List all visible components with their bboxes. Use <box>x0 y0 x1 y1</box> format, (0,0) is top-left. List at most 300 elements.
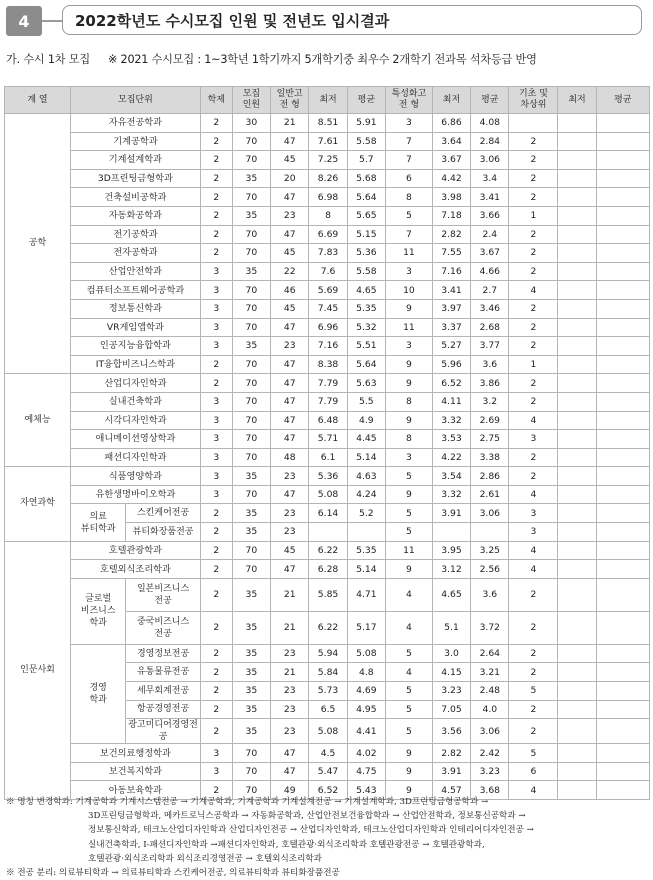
cell-savg: 3.77 <box>471 337 509 356</box>
cell-g: 47 <box>271 374 309 393</box>
cell-savg: 3.4 <box>471 169 509 188</box>
cell-basic-avg <box>596 523 649 542</box>
category-cell: 자연과학 <box>5 467 71 541</box>
cell-savg: 2.42 <box>471 744 509 763</box>
cell-s: 9 <box>386 762 433 781</box>
cell-gmin: 8 <box>309 206 347 225</box>
cell-basic-avg <box>596 299 649 318</box>
cell-savg: 3.67 <box>471 244 509 263</box>
cell-s: 6 <box>386 169 433 188</box>
cell-quota: 35 <box>232 644 270 663</box>
cell-basic-min <box>558 244 596 263</box>
cell-years: 2 <box>200 682 232 701</box>
table-row <box>5 355 650 374</box>
cell-savg: 2.68 <box>471 318 509 337</box>
table-row <box>5 114 650 133</box>
cell-basic-avg <box>596 682 649 701</box>
cell-g: 23 <box>271 644 309 663</box>
category-cell: 예체능 <box>5 374 71 467</box>
cell-gavg: 4.65 <box>347 281 385 300</box>
cell-years: 3 <box>200 762 232 781</box>
subtitle <box>6 51 651 67</box>
cell-basic-min <box>558 719 596 744</box>
cell-s: 3 <box>386 448 433 467</box>
cell-g: 47 <box>271 485 309 504</box>
rename-line-2: 정보통신학과, 테크노산업디자인학과 산업디자인전공 → 산업디자인학과, 테크노산업디자인학과 인테리어디자인전공 → <box>88 825 534 836</box>
cell-basic-min <box>558 151 596 170</box>
cell-basic-avg <box>596 644 649 663</box>
header-special: 특성화고 전 형 <box>386 87 433 114</box>
cell-quota: 70 <box>232 430 270 449</box>
cell-gavg: 5.91 <box>347 114 385 133</box>
cell-years: 2 <box>200 611 232 644</box>
cell-g: 23 <box>271 719 309 744</box>
cell-savg: 2.86 <box>471 467 509 486</box>
cell-years: 2 <box>200 700 232 719</box>
cell-basic-avg <box>596 700 649 719</box>
cell-savg: 3.6 <box>471 355 509 374</box>
cell-g: 23 <box>271 700 309 719</box>
cell-quota: 70 <box>232 188 270 207</box>
cell-savg: 2.84 <box>471 132 509 151</box>
dept-cell: 애니메이션영상학과 <box>70 430 200 449</box>
cell-smin: 3.32 <box>432 485 470 504</box>
cell-b: 2 <box>509 132 558 151</box>
dept-cell: 중국비즈니스 전공 <box>126 611 201 644</box>
cell-smin: 3.23 <box>432 682 470 701</box>
cell-gmin: 5.69 <box>309 281 347 300</box>
cell-savg: 3.25 <box>471 541 509 560</box>
cell-savg: 3.68 <box>471 781 509 800</box>
cell-savg: 2.7 <box>471 281 509 300</box>
cell-years: 3 <box>200 485 232 504</box>
category-cell: 인문사회 <box>5 541 71 799</box>
cell-g: 47 <box>271 762 309 781</box>
rename-line-1: 3D프린팅금형학과, 메카트로닉스공학과 → 자동화공학과, 산업안전보건융합학과 → 산업안전학과, 정보통신공학과 → <box>88 811 526 822</box>
cell-gmin: 7.16 <box>309 337 347 356</box>
cell-quota: 35 <box>232 578 270 611</box>
dept-cell: 아동보육학과 <box>70 781 200 800</box>
cell-basic-avg <box>596 392 649 411</box>
footnotes <box>6 795 650 880</box>
cell-gmin: 6.69 <box>309 225 347 244</box>
header-special-min: 최저 <box>432 87 470 114</box>
table-header-row <box>5 87 650 114</box>
cell-smin: 5.1 <box>432 611 470 644</box>
cell-years: 2 <box>200 781 232 800</box>
table-body <box>5 114 650 800</box>
dept-cell: 산업디자인학과 <box>70 374 200 393</box>
cell-years: 2 <box>200 504 232 523</box>
cell-basic-min <box>558 430 596 449</box>
table-row <box>5 225 650 244</box>
cell-gavg: 5.15 <box>347 225 385 244</box>
header-basic-avg: 평균 <box>596 87 649 114</box>
cell-gavg: 5.08 <box>347 644 385 663</box>
cell-quota: 35 <box>232 262 270 281</box>
cell-s: 11 <box>386 318 433 337</box>
cell-gmin: 5.73 <box>309 682 347 701</box>
cell-basic-min <box>558 560 596 579</box>
table-row <box>5 560 650 579</box>
cell-smin <box>432 523 470 542</box>
cell-basic-avg <box>596 244 649 263</box>
cell-g: 21 <box>271 611 309 644</box>
cell-gavg: 5.64 <box>347 355 385 374</box>
cell-savg: 3.86 <box>471 374 509 393</box>
cell-quota: 35 <box>232 206 270 225</box>
cell-b: 2 <box>509 448 558 467</box>
dept-cell: 일본비즈니스 전공 <box>126 578 201 611</box>
cell-basic-avg <box>596 504 649 523</box>
cell-b: 4 <box>509 411 558 430</box>
dept-cell: 산업안전학과 <box>70 262 200 281</box>
cell-basic-min <box>558 411 596 430</box>
cell-basic-avg <box>596 578 649 611</box>
cell-smin: 4.42 <box>432 169 470 188</box>
cell-s: 10 <box>386 281 433 300</box>
cell-basic-min <box>558 700 596 719</box>
cell-gavg: 4.45 <box>347 430 385 449</box>
header-general-avg: 평균 <box>347 87 385 114</box>
cell-quota: 70 <box>232 225 270 244</box>
table-row <box>5 448 650 467</box>
cell-gmin: 5.84 <box>309 663 347 682</box>
cell-smin: 4.57 <box>432 781 470 800</box>
cell-s: 7 <box>386 151 433 170</box>
dept-cell: 호텔외식조리학과 <box>70 560 200 579</box>
cell-smin: 7.55 <box>432 244 470 263</box>
cell-basic-min <box>558 206 596 225</box>
cell-s: 3 <box>386 337 433 356</box>
cell-smin: 3.91 <box>432 762 470 781</box>
cell-b: 3 <box>509 430 558 449</box>
cell-quota: 35 <box>232 523 270 542</box>
cell-years: 2 <box>200 206 232 225</box>
cell-b: 2 <box>509 467 558 486</box>
cell-smin: 7.05 <box>432 700 470 719</box>
cell-gavg: 5.68 <box>347 169 385 188</box>
cell-gmin: 8.38 <box>309 355 347 374</box>
cell-s: 8 <box>386 430 433 449</box>
dept-cell: 전기공학과 <box>70 225 200 244</box>
cell-years: 2 <box>200 151 232 170</box>
cell-quota: 70 <box>232 411 270 430</box>
cell-g: 23 <box>271 682 309 701</box>
dept-cell: 경영정보전공 <box>126 644 201 663</box>
badge-connector <box>42 20 62 22</box>
cell-b: 2 <box>509 244 558 263</box>
cell-b: 1 <box>509 206 558 225</box>
cell-quota: 70 <box>232 355 270 374</box>
cell-b: 2 <box>509 374 558 393</box>
cell-b: 2 <box>509 700 558 719</box>
cell-b: 2 <box>509 392 558 411</box>
cell-s: 5 <box>386 206 433 225</box>
cell-basic-avg <box>596 114 649 133</box>
cell-gmin: 6.22 <box>309 611 347 644</box>
cell-g: 47 <box>271 392 309 411</box>
dept-cell: 유통물류전공 <box>126 663 201 682</box>
table-row <box>5 541 650 560</box>
table-row <box>5 299 650 318</box>
cell-g: 47 <box>271 560 309 579</box>
cell-basic-avg <box>596 430 649 449</box>
cell-basic-min <box>558 611 596 644</box>
cell-gavg: 5.14 <box>347 560 385 579</box>
cell-s: 9 <box>386 781 433 800</box>
cell-gavg: 4.75 <box>347 762 385 781</box>
cell-smin: 3.0 <box>432 644 470 663</box>
cell-gmin: 5.36 <box>309 467 347 486</box>
cell-years: 2 <box>200 169 232 188</box>
cell-g: 47 <box>271 132 309 151</box>
header-quota: 모집 인원 <box>232 87 270 114</box>
cell-b <box>509 114 558 133</box>
cell-gmin: 5.08 <box>309 485 347 504</box>
cell-basic-avg <box>596 762 649 781</box>
cell-basic-min <box>558 644 596 663</box>
cell-basic-min <box>558 663 596 682</box>
cell-b: 2 <box>509 644 558 663</box>
cell-basic-min <box>558 281 596 300</box>
cell-savg: 2.4 <box>471 225 509 244</box>
cell-quota: 70 <box>232 541 270 560</box>
cell-s: 3 <box>386 114 433 133</box>
cell-s: 4 <box>386 663 433 682</box>
cell-basic-avg <box>596 467 649 486</box>
cell-g: 45 <box>271 151 309 170</box>
dept-cell: 패션디자인학과 <box>70 448 200 467</box>
table-row <box>5 374 650 393</box>
cell-gavg: 4.9 <box>347 411 385 430</box>
cell-savg: 3.06 <box>471 719 509 744</box>
cell-s: 8 <box>386 392 433 411</box>
rename-label: ※ 명칭 변경학과: <box>6 797 73 807</box>
cell-quota: 70 <box>232 299 270 318</box>
cell-g: 47 <box>271 430 309 449</box>
section-header <box>0 0 653 42</box>
cell-years: 3 <box>200 281 232 300</box>
cell-gmin: 7.45 <box>309 299 347 318</box>
cell-gmin: 6.28 <box>309 560 347 579</box>
cell-b: 3 <box>509 523 558 542</box>
dept-cell: 3D프린팅금형학과 <box>70 169 200 188</box>
cell-gavg: 5.36 <box>347 244 385 263</box>
cell-gavg: 5.51 <box>347 337 385 356</box>
cell-quota: 35 <box>232 700 270 719</box>
cell-b: 1 <box>509 355 558 374</box>
cell-years: 3 <box>200 299 232 318</box>
cell-basic-avg <box>596 560 649 579</box>
cell-savg: 3.2 <box>471 392 509 411</box>
cell-gavg: 5.35 <box>347 541 385 560</box>
cell-years: 2 <box>200 560 232 579</box>
cell-s: 5 <box>386 682 433 701</box>
cell-years: 3 <box>200 467 232 486</box>
table-row <box>5 337 650 356</box>
cell-basic-avg <box>596 206 649 225</box>
cell-smin: 2.82 <box>432 225 470 244</box>
cell-s: 3 <box>386 262 433 281</box>
cell-g: 22 <box>271 262 309 281</box>
cell-gmin: 7.83 <box>309 244 347 263</box>
cell-quota: 70 <box>232 744 270 763</box>
cell-s: 9 <box>386 485 433 504</box>
cell-basic-min <box>558 355 596 374</box>
cell-basic-min <box>558 578 596 611</box>
cell-smin: 7.16 <box>432 262 470 281</box>
section-number-badge: 4 <box>6 6 42 36</box>
table-row <box>5 188 650 207</box>
cell-gavg: 5.5 <box>347 392 385 411</box>
cell-years: 2 <box>200 132 232 151</box>
cell-gavg: 4.02 <box>347 744 385 763</box>
table-row <box>5 430 650 449</box>
table-row <box>5 578 650 611</box>
cell-gmin: 8.51 <box>309 114 347 133</box>
cell-basic-avg <box>596 611 649 644</box>
cell-s: 11 <box>386 244 433 263</box>
cell-quota: 35 <box>232 504 270 523</box>
cell-years: 3 <box>200 448 232 467</box>
cell-quota: 70 <box>232 485 270 504</box>
cell-savg: 3.46 <box>471 299 509 318</box>
cell-g: 20 <box>271 169 309 188</box>
cell-basic-min <box>558 169 596 188</box>
dept-cell: 정보통신학과 <box>70 299 200 318</box>
cell-quota: 70 <box>232 781 270 800</box>
cell-gmin: 5.85 <box>309 578 347 611</box>
cell-smin: 3.64 <box>432 132 470 151</box>
cell-savg: 3.6 <box>471 578 509 611</box>
cell-savg: 2.69 <box>471 411 509 430</box>
cell-smin: 3.91 <box>432 504 470 523</box>
cell-b: 2 <box>509 151 558 170</box>
header-special-avg: 평균 <box>471 87 509 114</box>
cell-b: 4 <box>509 281 558 300</box>
cell-years: 2 <box>200 644 232 663</box>
dept-cell: 호텔관광학과 <box>70 541 200 560</box>
dept-cell: 자유전공학과 <box>70 114 200 133</box>
cell-gmin: 7.6 <box>309 262 347 281</box>
cell-gavg: 4.63 <box>347 467 385 486</box>
cell-gmin: 6.96 <box>309 318 347 337</box>
cell-g: 48 <box>271 448 309 467</box>
cell-quota: 70 <box>232 392 270 411</box>
cell-gmin: 6.1 <box>309 448 347 467</box>
cell-g: 23 <box>271 206 309 225</box>
cell-gmin: 6.5 <box>309 700 347 719</box>
cell-basic-avg <box>596 225 649 244</box>
subtitle-part2: ※ 2021 수시모집 : 1~3학년 1학기까지 5개학기중 최우수 2개학기 전과목 석차등급 반영 <box>108 53 537 66</box>
cell-smin: 3.95 <box>432 541 470 560</box>
table-row <box>5 281 650 300</box>
dept-cell: 식품영양학과 <box>70 467 200 486</box>
cell-g: 45 <box>271 299 309 318</box>
cell-gmin: 4.5 <box>309 744 347 763</box>
dept-cell: 스킨케어전공 <box>126 504 201 523</box>
cell-basic-min <box>558 299 596 318</box>
cell-quota: 70 <box>232 374 270 393</box>
cell-quota: 70 <box>232 244 270 263</box>
cell-smin: 3.12 <box>432 560 470 579</box>
cell-savg <box>471 523 509 542</box>
cell-smin: 3.67 <box>432 151 470 170</box>
cell-gmin: 7.25 <box>309 151 347 170</box>
dept-cell: 세무회계전공 <box>126 682 201 701</box>
cell-g: 47 <box>271 225 309 244</box>
rename-line-3: 실내건축학과, I-패션디자인학과 →패션디자인학과, 호텔관광·외식조리학과 호텔관광전공 → 호텔관광학과, <box>88 839 485 850</box>
header-unit: 모집단위 <box>70 87 200 114</box>
cell-s: 5 <box>386 504 433 523</box>
cell-years: 3 <box>200 318 232 337</box>
cell-quota: 35 <box>232 719 270 744</box>
rename-line-4: 호텔관광·외식조리학과 외식조리경영전공 → 호텔외식조리학과 <box>88 853 322 864</box>
cell-gavg: 5.14 <box>347 448 385 467</box>
dept-cell: 보건복지학과 <box>70 762 200 781</box>
subgroup-cell: 글로벌 비즈니스 학과 <box>70 578 125 644</box>
cell-basic-min <box>558 762 596 781</box>
dept-cell: 기계설계학과 <box>70 151 200 170</box>
cell-quota: 35 <box>232 169 270 188</box>
cell-b: 2 <box>509 578 558 611</box>
cell-basic-avg <box>596 744 649 763</box>
cell-years: 2 <box>200 578 232 611</box>
cell-basic-min <box>558 467 596 486</box>
cell-g: 45 <box>271 244 309 263</box>
cell-smin: 3.54 <box>432 467 470 486</box>
cell-basic-avg <box>596 719 649 744</box>
cell-savg: 3.38 <box>471 448 509 467</box>
cell-s: 9 <box>386 744 433 763</box>
cell-quota: 70 <box>232 281 270 300</box>
cell-b: 2 <box>509 299 558 318</box>
header-years: 학제 <box>200 87 232 114</box>
cell-basic-avg <box>596 151 649 170</box>
header-general-min: 최저 <box>309 87 347 114</box>
cell-quota: 35 <box>232 337 270 356</box>
table-row <box>5 504 650 523</box>
cell-gmin: 5.71 <box>309 430 347 449</box>
cell-quota: 35 <box>232 663 270 682</box>
cell-g: 21 <box>271 114 309 133</box>
cell-basic-min <box>558 114 596 133</box>
cell-s: 9 <box>386 560 433 579</box>
cell-gmin: 7.79 <box>309 392 347 411</box>
cell-years: 3 <box>200 430 232 449</box>
cell-s: 9 <box>386 355 433 374</box>
dept-cell: 인공지능융합학과 <box>70 337 200 356</box>
cell-savg: 3.66 <box>471 206 509 225</box>
subtitle-part1: 가. 수시 1차 모집 <box>6 53 90 66</box>
cell-gmin <box>309 523 347 542</box>
cell-basic-min <box>558 318 596 337</box>
dept-cell: VR게임앱학과 <box>70 318 200 337</box>
cell-basic-min <box>558 504 596 523</box>
cell-b: 2 <box>509 262 558 281</box>
dept-cell: 컴퓨터소프트웨어공학과 <box>70 281 200 300</box>
rename-line-0: 기계공학과 기계시스템전공 → 기계공학과, 기계공학과 기계설계전공 → 기계설계학과, 3D프린팅금형공학과 → <box>75 797 489 807</box>
cell-savg: 3.21 <box>471 663 509 682</box>
cell-g: 47 <box>271 318 309 337</box>
cell-gmin: 6.48 <box>309 411 347 430</box>
cell-savg: 2.75 <box>471 430 509 449</box>
cell-gavg: 4.24 <box>347 485 385 504</box>
cell-gavg: 5.64 <box>347 188 385 207</box>
cell-smin: 3.53 <box>432 430 470 449</box>
cell-savg: 3.72 <box>471 611 509 644</box>
